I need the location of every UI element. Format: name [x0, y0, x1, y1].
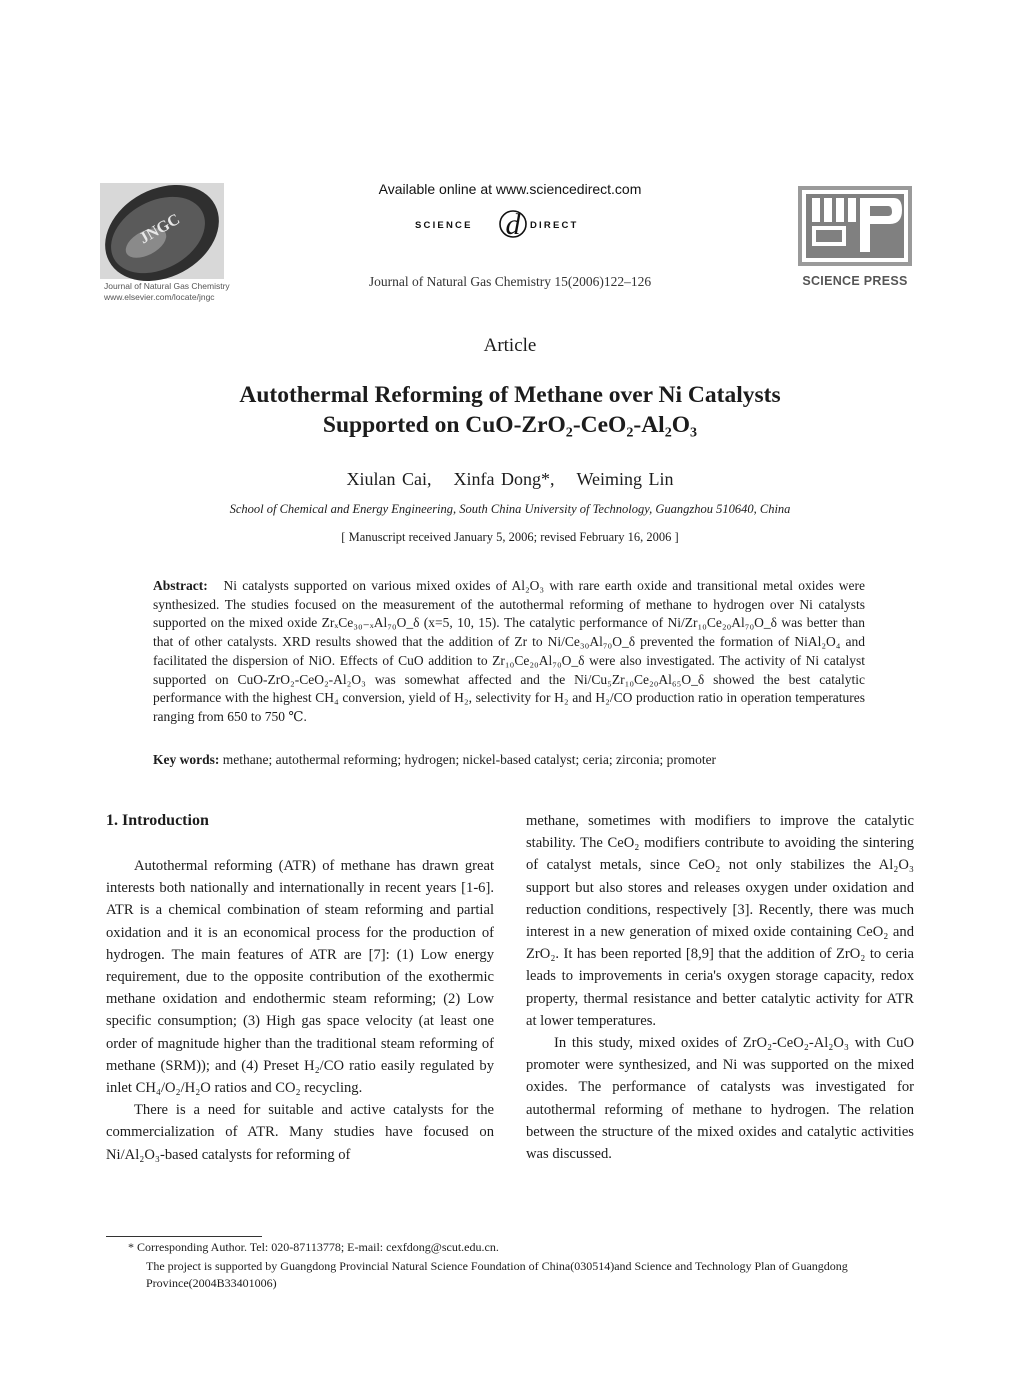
jngc-caption-url[interactable]: www.elsevier.com/locate/jngc — [104, 292, 215, 302]
article-type: Article — [483, 335, 537, 356]
paragraph: There is a need for suitable and active catalysts for the commercialization of ATR. Many studies have focused on Ni/Al₂O₃-based catalysts for reforming of — [106, 1102, 494, 1163]
science-press-label: SCIENCE PRESS — [802, 274, 908, 288]
sciencedirect-logo — [415, 206, 615, 246]
body-column-left — [106, 810, 494, 1166]
science-press-logo — [798, 186, 912, 266]
author-2: Xinfa Dong*, — [453, 469, 555, 489]
paper-title — [0, 380, 1020, 440]
svg-text:JNGC: JNGC — [136, 210, 183, 248]
section-heading: 1. Introduction — [106, 812, 209, 829]
paragraph: methane, sometimes with modifiers to improve the catalytic stability. The CeO₂ modifiers contribute to avoiding the sintering of catalyst metals, since CeO₂ not only stabilizes the Al₂O₃ support but also stores and releases oxygen under oxidation and reduction conditions, respectively [3]. Recently, there was much interest in a new generation of mixed oxide containing CeO₂ and ZrO₂. It has been reported [8,9] that the addition of ZrO₂ to ceria leads to improvements in ceria's oxygen storage capacity, redox property, thermal resistance and better catalytic activity for ATR at lower temperatures. — [526, 813, 914, 1029]
keywords-label: Key words: — [153, 752, 220, 767]
body-column-right — [526, 810, 914, 1165]
footnote-funding: The project is supported by Guangdong Provincial Natural Science Foundation of China(030514)and Science and Technology Plan of Guangdong Province(2004B33401006) — [146, 1259, 848, 1290]
available-online-text: Available online at www.sciencedirect.com — [378, 181, 642, 197]
footnote-corresponding: * Corresponding Author. Tel: 020-87113778; E-mail: cexfdong@scut.edu.cn. — [128, 1240, 499, 1254]
svg-text:DIRECT: DIRECT — [530, 220, 579, 231]
manuscript-dates: [ Manuscript received January 5, 2006; revised February 16, 2006 ] — [341, 530, 679, 544]
affiliation: School of Chemical and Energy Engineering, South China University of Technology, Guangzhou 510640, China — [229, 502, 791, 516]
paragraph: In this study, mixed oxides of ZrO₂-CeO₂-Al₂O₃ with CuO promoter were synthesized, and Ni was supported on the mixed oxides. The performance of catalysts was investigated for autothermal reforming of methane to hydrogen. The relation between the structure of the mixed oxides and catalytic activities was discussed. — [526, 1035, 914, 1163]
author-3: Weiming Lin — [576, 469, 674, 489]
journal-citation: Journal of Natural Gas Chemistry 15(2006)122–126 — [368, 274, 652, 289]
svg-text:SCIENCE: SCIENCE — [415, 220, 473, 231]
keywords — [153, 751, 865, 769]
abstract-label: Abstract: — [153, 578, 208, 593]
keywords-text: methane; autothermal reforming; hydrogen; nickel-based catalyst; ceria; zirconia; promoter — [222, 752, 717, 767]
title-line-1: Autothermal Reforming of Methane over Ni Catalysts — [239, 382, 781, 408]
abstract — [153, 577, 865, 727]
svg-text:d: d — [505, 208, 521, 241]
title-line-2: Supported on CuO-ZrO₂-CeO₂-Al₂O₃ — [322, 412, 698, 438]
footnote-rule — [106, 1236, 262, 1237]
author-list — [0, 469, 1020, 490]
author-1: Xiulan Cai, — [346, 469, 432, 489]
paragraph: Autothermal reforming (ATR) of methane has drawn great interests both nationally and internationally in recent years [1-6]. ATR is a chemical combination of steam reforming and partial oxidation and it is an economical process for the production of hydrogen. The main features of ATR are [7]: (1) Low energy requirement, due to the opposite contribution of the exothermic methane oxidation and endothermic steam reforming; (2) Low specific consumption; (3) High gas space velocity (at least one order of magnitude higher than the traditional steam reforming of methane (SRM)); and (4) Preset H₂/CO ratio easily regulated by inlet CH₄/O₂/H₂O ratios and CO₂ recycling. — [106, 858, 494, 1097]
jngc-caption-line1: Journal of Natural Gas Chemistry — [104, 281, 230, 291]
abstract-text: Ni catalysts supported on various mixed oxides of Al₂O₃ with rare earth oxide and transitional metal oxides were synthesized. The studies focused on the measurement of the autothermal reforming of methane to hydrogen over Ni catalysts supported on the mixed oxide ZrₓCe₃₀₋ₓAl₇₀O_δ (x=5, 10, 15). The catalytic performance of Ni/Zr₁₀Ce₂₀Al₇₀O_δ was better than that of other catalysts. XRD results showed that the addition of Zr to Ni/Ce₃₀Al₇₀O_δ prevented the formation of NiAl₂O₄ and facilitated the dispersion of NiO. Effects of CuO addition to Zr₁₀Ce₂₀Al₇₀O_δ were also investigated. The activity of Ni catalyst supported on CuO-ZrO₂-CeO₂-Al₂O₃ was somewhat affected and the Ni/Cu₅Zr₁₀Ce₂₀Al₆₅O_δ showed the best catalytic performance with the highest CH₄ conversion, yield of H₂, selectivity for H₂ and H₂/CO production ratio in operation temperatures ranging from 650 to 750 ℃. — [153, 578, 865, 724]
